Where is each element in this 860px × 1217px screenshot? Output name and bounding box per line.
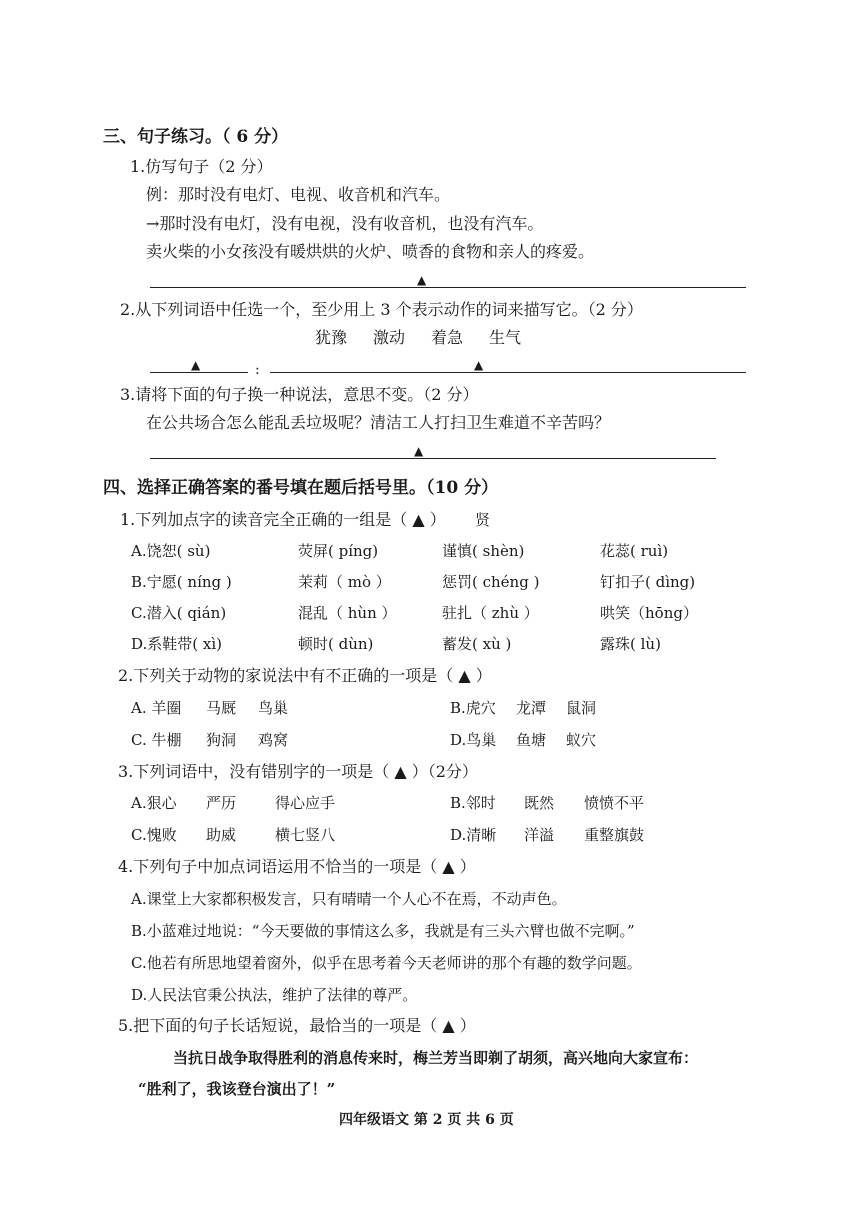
s4-q1-c2: 混乱（ hùn ）: [298, 604, 397, 622]
s4-q5-title: 5.把下面的句子长话短说，最恰当的一项是（ ▲ ）: [118, 1016, 476, 1035]
s3-q1-example: 例：那时没有电灯、电视、收音机和汽车。: [146, 185, 451, 204]
s4-q1-handwritten-mark: 贤: [475, 511, 491, 529]
s3-q2-word-4: 生气: [489, 328, 522, 347]
s4-q1-d1: D.系鞋带( xì): [131, 635, 222, 653]
s4-q2-c-2: 狗洞: [206, 731, 237, 749]
section4-title: 四、选择正确答案的番号填在题后括号里。（10 分）: [103, 478, 499, 498]
s4-q1-b2: 茉莉（ mò ）: [298, 573, 391, 591]
s4-q1-a4: 花蕊( ruì): [600, 542, 669, 560]
s4-q1-c3: 驻扎（ zhù ）: [442, 604, 539, 622]
s4-q3-b-3: 愤愤不平: [584, 794, 645, 812]
s3-q3-sentence: 在公共场合怎么能乱丢垃圾呢？清洁工人打扫卫生难道不辛苦吗？: [146, 413, 611, 432]
s4-q3-b-1: B.邻时: [450, 794, 496, 812]
s4-q2-a-2: 马厩: [206, 699, 237, 717]
s4-q2-title: 2.下列关于动物的家说法中有不正确的一项是（ ▲ ）: [118, 666, 492, 685]
s4-q4-option-a: A.课堂上大家都积极发言，只有晴晴一个人心不在焉，不动声色。: [131, 890, 567, 908]
s4-q3-c-1: C.愧败: [131, 826, 177, 844]
s3-q1-title: 1.仿写句子（2 分）: [130, 157, 273, 176]
s3-q1-example-answer: →那时没有电灯，没有电视，没有收音机，也没有汽车。: [146, 214, 544, 233]
s4-q3-d-1: D.清晰: [450, 826, 497, 844]
s3-q2-title: 2.从下列词语中任选一个，至少用上 3 个表示动作的词来描写它。（2 分）: [120, 300, 643, 319]
s4-q3-a-1: A.狠心: [131, 794, 177, 812]
s3-q3-answer-line[interactable]: [150, 458, 716, 459]
s4-q4-option-c: C.他若有所思地望着窗外，似乎在思考着今天老师讲的那个有趣的数学问题。: [131, 954, 642, 972]
s4-q5-passage-line-2: “胜利了，我该登台演出了！”: [138, 1080, 336, 1098]
s4-q1-a2: 荧屏( píng): [298, 542, 379, 560]
s4-q3-title: 3.下列词语中，没有错别字的一项是（ ▲ ）（2分）: [118, 762, 478, 781]
s4-q3-d-2: 洋溢: [524, 826, 555, 844]
s4-q2-b-3: 鼠洞: [566, 699, 597, 717]
s4-q2-d-2: 鱼塘: [516, 731, 547, 749]
s4-q1-d4: 露珠( lù): [600, 635, 661, 653]
s4-q4-option-b: B.小蓝难过地说：“今天要做的事情这么多，我就是有三头六臂也做不完啊。”: [131, 922, 635, 940]
s4-q3-b-2: 既然: [524, 794, 555, 812]
s4-q1-b1: B.宁愿( níng ): [131, 573, 232, 591]
answer-mark: ▲: [474, 358, 484, 372]
answer-mark: ▲: [191, 358, 201, 372]
s3-q2-word-blank[interactable]: [150, 372, 248, 373]
answer-mark: ▲: [414, 444, 424, 458]
s3-q3-title: 3.请将下面的句子换一种说法，意思不变。（2 分）: [120, 385, 479, 404]
s4-q2-d-3: 蚁穴: [566, 731, 597, 749]
s4-q5-passage-line-1: 当抗日战争取得胜利的消息传来时，梅兰芳当即剃了胡须，高兴地向大家宣布：: [173, 1049, 699, 1067]
s4-q3-a-3: 得心应手: [275, 794, 336, 812]
s4-q3-a-2: 严历: [206, 794, 237, 812]
s4-q1-c4: 哄笑（hōng）: [600, 604, 698, 622]
s3-q1-answer-line[interactable]: [150, 287, 746, 288]
s4-q2-c-3: 鸡窝: [258, 731, 289, 749]
s3-q1-prompt: 卖火柴的小女孩没有暖烘烘的火炉、喷香的食物和亲人的疼爱。: [146, 242, 595, 261]
s4-q4-option-d: D.人民法官秉公执法，维护了法律的尊严。: [131, 986, 418, 1004]
s4-q2-b-1: B.虎穴: [450, 699, 496, 717]
answer-mark: ▲: [417, 273, 427, 287]
s4-q3-c-3: 横七竖八: [275, 826, 336, 844]
s4-q1-c1: C.潜入( qián): [131, 604, 227, 622]
s4-q3-c-2: 助威: [206, 826, 237, 844]
s4-q1-a1: A.饶恕( sù): [131, 542, 211, 560]
s3-q2-colon: :: [255, 362, 260, 378]
s4-q1-a3: 谨慎( shèn): [442, 542, 525, 560]
s4-q1-b4: 钉扣子( dìng): [600, 573, 696, 591]
s4-q2-c-1: C. 牛棚: [131, 731, 182, 749]
s4-q2-b-2: 龙潭: [516, 699, 547, 717]
section3-title: 三、句子练习。（ 6 分）: [103, 127, 289, 147]
s4-q3-d-3: 重整旗鼓: [584, 826, 645, 844]
s4-q2-d-1: D.鸟巢: [450, 731, 497, 749]
s4-q4-title: 4.下列句子中加点词语运用不恰当的一项是（ ▲ ）: [118, 857, 476, 876]
s4-q2-a-3: 鸟巢: [258, 699, 289, 717]
s3-q2-word-1: 犹豫: [315, 328, 348, 347]
s4-q1-d2: 顿时( dùn): [298, 635, 374, 653]
page-footer: 四年级语文 第 2 页 共 6 页: [339, 1112, 514, 1128]
s3-q2-word-2: 激动: [373, 328, 406, 347]
s3-q2-answer-line[interactable]: [270, 372, 746, 373]
s4-q2-a-1: A. 羊圈: [131, 699, 182, 717]
s4-q1-title: 1.下列加点字的读音完全正确的一组是（ ▲ ）: [120, 510, 446, 529]
s4-q1-d3: 蓄发( xù ): [442, 635, 512, 653]
s3-q2-word-3: 着急: [431, 328, 464, 347]
s4-q1-b3: 惩罚( chéng ): [442, 573, 540, 591]
